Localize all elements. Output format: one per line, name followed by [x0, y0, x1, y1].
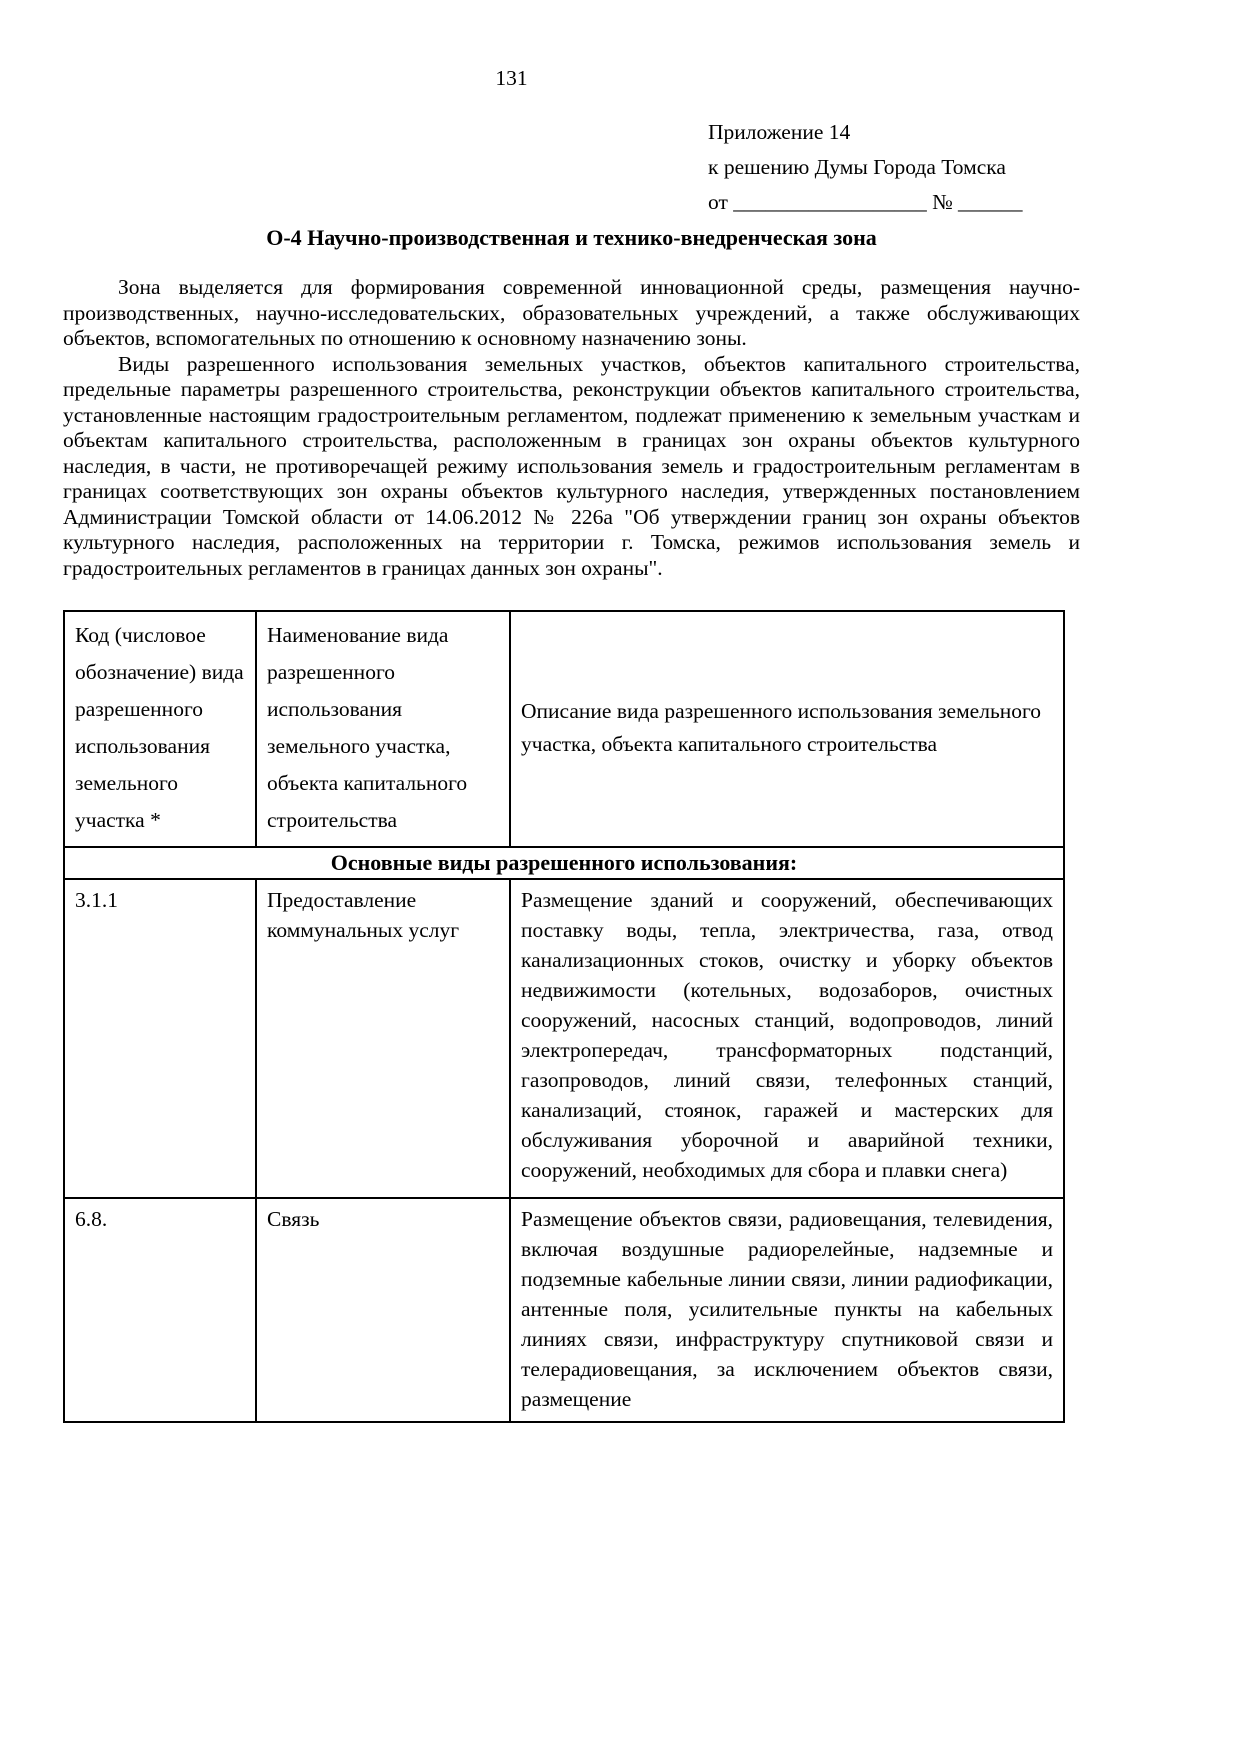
cell-description: Размещение объектов связи, радиовещания, телевидения, включая воздушные радиорелейные, надземные и подземные кабельные линии связи, линии радиофикации, антенные поля, усилительные пункты на кабельных линиях связи, инфраструктуру спутниковой связи и телерадиовещания, за исключением объектов связи, размещение — [510, 1198, 1064, 1422]
document-title: О-4 Научно-производственная и технико-внедренческая зона — [266, 225, 877, 250]
cell-code: 3.1.1 — [64, 879, 256, 1198]
cell-name: Предоставление коммунальных услуг — [256, 879, 510, 1198]
appendix-line-1: Приложение 14 — [708, 120, 851, 144]
table-row — [64, 1198, 1064, 1422]
section-header-cell: Основные виды разрешенного использования: — [64, 847, 1064, 879]
appendix-note — [708, 115, 1080, 220]
header-cell-code: Код (числовое обозначение) вида разрешенного использования земельного участка * — [64, 611, 256, 847]
cell-code: 6.8. — [64, 1198, 256, 1422]
appendix-line-3: от __________________ № ______ — [708, 190, 1023, 214]
regulation-paragraph: Виды разрешенного использования земельных участков, объектов капитального строительства, предельные параметры разрешенного строительства, реконструкции объектов капитального строительства, установленные настоящим градостроительным регламентом, подлежат применению к земельным участкам и объектам капитального строительства, расположенным в границах зон охраны объектов культурного наследия, в части, не противоречащей режиму использования земель и градостроительным регламентам в границах соответствующих зон охраны объектов культурного наследия, утвержденных постановлением Администрации Томской области от 14.06.2012 № 226а "Об утверждении границ зон охраны объектов культурного наследия, расположенных на территории г. Томска, режимов использования земель и градостроительных регламентов в границах данных зон охраны". — [63, 351, 1080, 580]
cell-description: Размещение зданий и сооружений, обеспечивающих поставку воды, тепла, электричества, газа, отвод канализационных стоков, очистку и уборку объектов недвижимости (котельных, водозаборов, очистных сооружений, насосных станций, водопроводов, линий электропередач, трансформаторных подстанций, газопроводов, линий связи, телефонных станций, канализаций, стоянок, гаражей и мастерских для обслуживания уборочной и аварийной техники, сооружений, необходимых для сбора и плавки снега) — [510, 879, 1064, 1198]
intro-paragraph: Зона выделяется для формирования современной инновационной среды, размещения научно-производственных, научно-исследовательских, образовательных учреждений, а также обслуживающих объектов, вспомогательных по отношению к основному назначению зоны. — [63, 275, 1080, 350]
land-use-table — [63, 610, 1065, 1423]
section-header-row — [64, 847, 1064, 879]
header-cell-description: Описание вида разрешенного использования земельного участка, объекта капитального строительства — [510, 611, 1064, 847]
table-header-row — [64, 611, 1064, 847]
page-number: 131 — [495, 66, 528, 90]
appendix-line-2: к решению Думы Города Томска — [708, 155, 1006, 179]
cell-name: Связь — [256, 1198, 510, 1422]
table-row — [64, 879, 1064, 1198]
header-cell-name: Наименование вида разрешенного использования земельного участка, объекта капитального строительства — [256, 611, 510, 847]
